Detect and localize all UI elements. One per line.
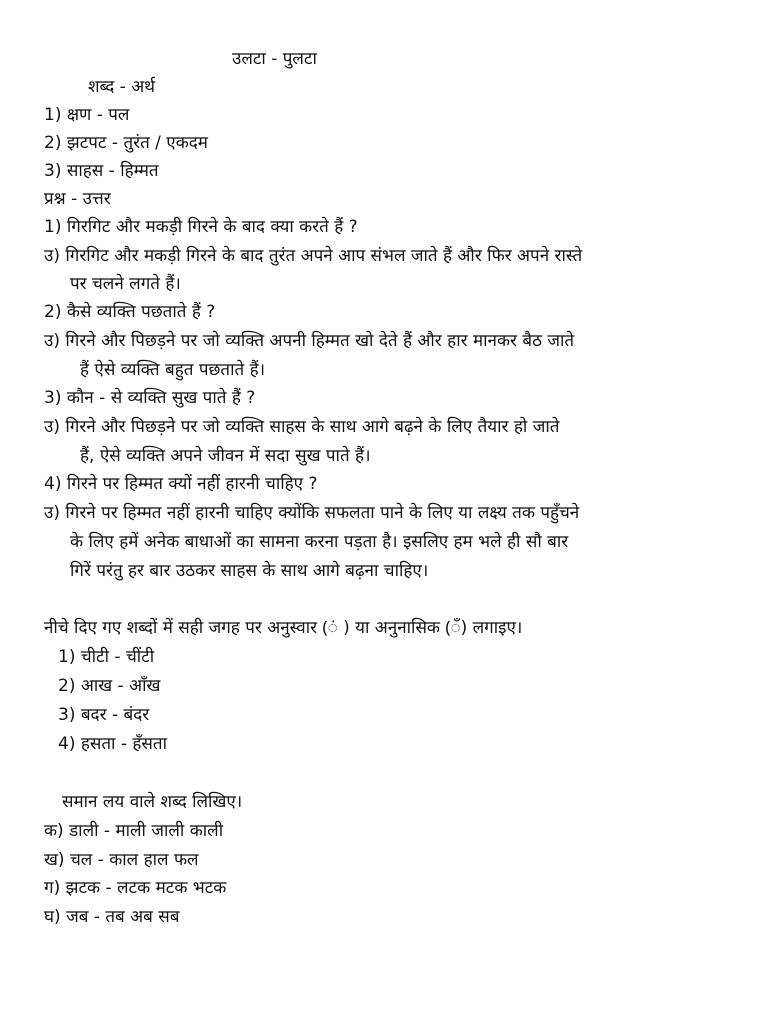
anusvar-item: 1) चीटी - चींटी bbox=[58, 647, 155, 667]
answer-2-line-1: उ) गिरने और पिछड़ने पर जो व्यक्ति अपनी हिम्मत खो देते हैं और हार मानकर बैठ जाते bbox=[44, 331, 575, 351]
answer-3-line-2: हैं, ऐसे व्यक्ति अपने जीवन में सदा सुख पाते हैं। bbox=[80, 446, 371, 466]
answer-4-line-1: उ) गिरने पर हिम्मत नहीं हारनी चाहिए क्योंकि सफलता पाने के लिए या लक्ष्य तक पहुँचने bbox=[44, 503, 580, 523]
qa-heading: प्रश्न - उत्तर bbox=[44, 189, 111, 209]
page-title: उलटा - पुलटा bbox=[232, 49, 317, 69]
answer-4-line-2: के लिए हमें अनेक बाधाओं का सामना करना पड़ता है। इसलिए हम भले ही सौ बार bbox=[70, 532, 569, 552]
anusvar-instruction: नीचे दिए गए शब्दों में सही जगह पर अनुस्वार (ं ) या अनुनासिक (ँ) लगाइए। bbox=[44, 618, 523, 638]
question-4: 4) गिरने पर हिम्मत क्यों नहीं हारनी चाहिए ? bbox=[44, 474, 318, 494]
anusvar-item: 3) बदर - बंदर bbox=[58, 705, 150, 725]
answer-3-line-1: उ) गिरने और पिछड़ने पर जो व्यक्ति साहस के साथ आगे बढ़ने के लिए तैयार हो जाते bbox=[44, 417, 560, 437]
anusvar-item: 4) हसता - हँसता bbox=[58, 734, 168, 754]
vocab-item: 3) साहस - हिम्मत bbox=[44, 161, 159, 181]
answer-1-line-2: पर चलने लगते हैं। bbox=[70, 274, 181, 294]
question-1: 1) गिरगिट और मकड़ी गिरने के बाद क्या करते हैं ? bbox=[44, 217, 358, 237]
question-2: 2) कैसे व्यक्ति पछताते हैं ? bbox=[44, 302, 216, 322]
rhyme-item: ख) चल - काल हाल फल bbox=[44, 850, 199, 870]
rhyme-item: घ) जब - तब अब सब bbox=[44, 907, 180, 927]
answer-2-line-2: हैं ऐसे व्यक्ति बहुत पछताते हैं। bbox=[80, 360, 266, 380]
answer-1-line-1: उ) गिरगिट और मकड़ी गिरने के बाद तुरंत अपने आप संभल जाते हैं और फिर अपने रास्ते bbox=[44, 246, 583, 266]
rhyme-item: क) डाली - माली जाली काली bbox=[44, 821, 224, 841]
answer-4-line-3: गिरें परंतु हर बार उठकर साहस के साथ आगे बढ़ना चाहिए। bbox=[70, 561, 429, 581]
question-3: 3) कौन - से व्यक्ति सुख पाते हैं ? bbox=[44, 388, 256, 408]
anusvar-item: 2) आख - आँख bbox=[58, 676, 161, 696]
rhyme-item: ग) झटक - लटक मटक भटक bbox=[44, 878, 227, 898]
vocab-heading: शब्द - अर्थ bbox=[88, 77, 156, 97]
vocab-item: 2) झटपट - तुरंत / एकदम bbox=[44, 133, 208, 153]
vocab-item: 1) क्षण - पल bbox=[44, 105, 130, 125]
rhyme-heading: समान लय वाले शब्द लिखिए। bbox=[62, 792, 243, 812]
